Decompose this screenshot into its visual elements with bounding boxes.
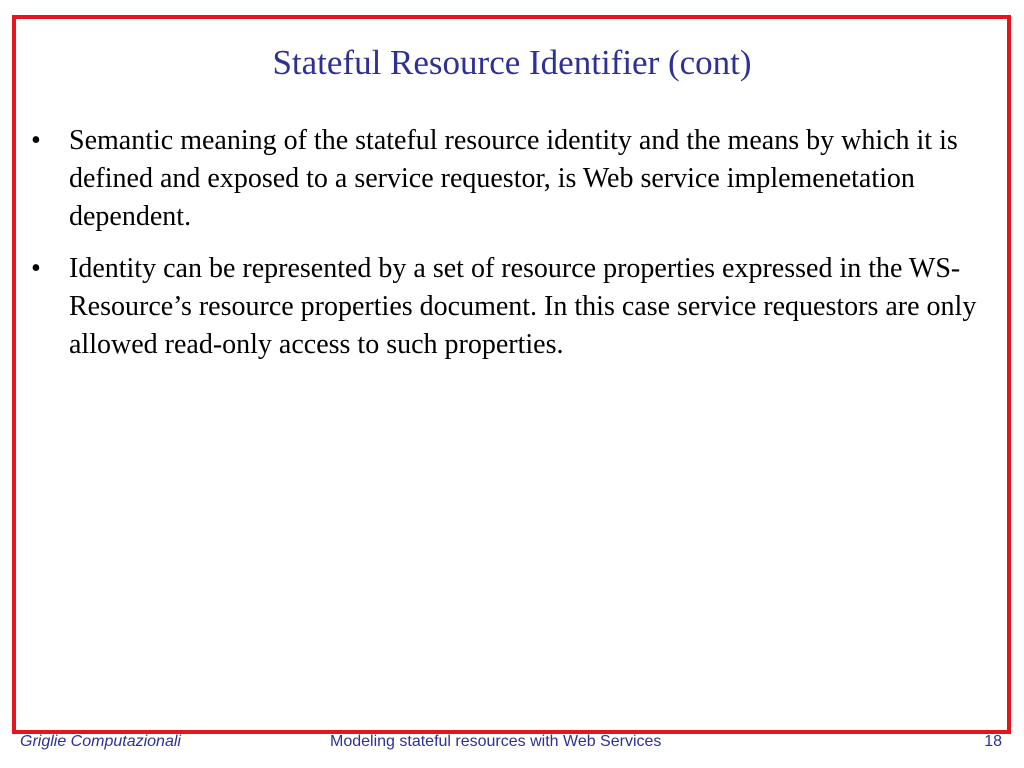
footer-page-number: 18 [984,733,1002,750]
footer-course-name: Griglie Computazionali [20,733,181,750]
bullet-list [28,122,978,378]
bullet-item [28,122,978,236]
bullet-icon: • [31,253,41,284]
bullet-icon: • [31,125,41,156]
slide-title: Stateful Resource Identifier (cont) [272,43,752,82]
bullet-text: Semantic meaning of the stateful resource identity and the means by which it is defined and exposed to a service requestor, is Web service implemenetation dependent. [69,125,958,232]
footer [0,733,1024,757]
footer-presentation-title: Modeling stateful resources with Web Services [330,733,662,750]
bullet-item [28,250,978,364]
bullet-text: Identity can be represented by a set of resource properties expressed in the WS-Resource’s resource properties document. In this case service requestors are only allowed read-only access to such properties. [69,253,977,360]
